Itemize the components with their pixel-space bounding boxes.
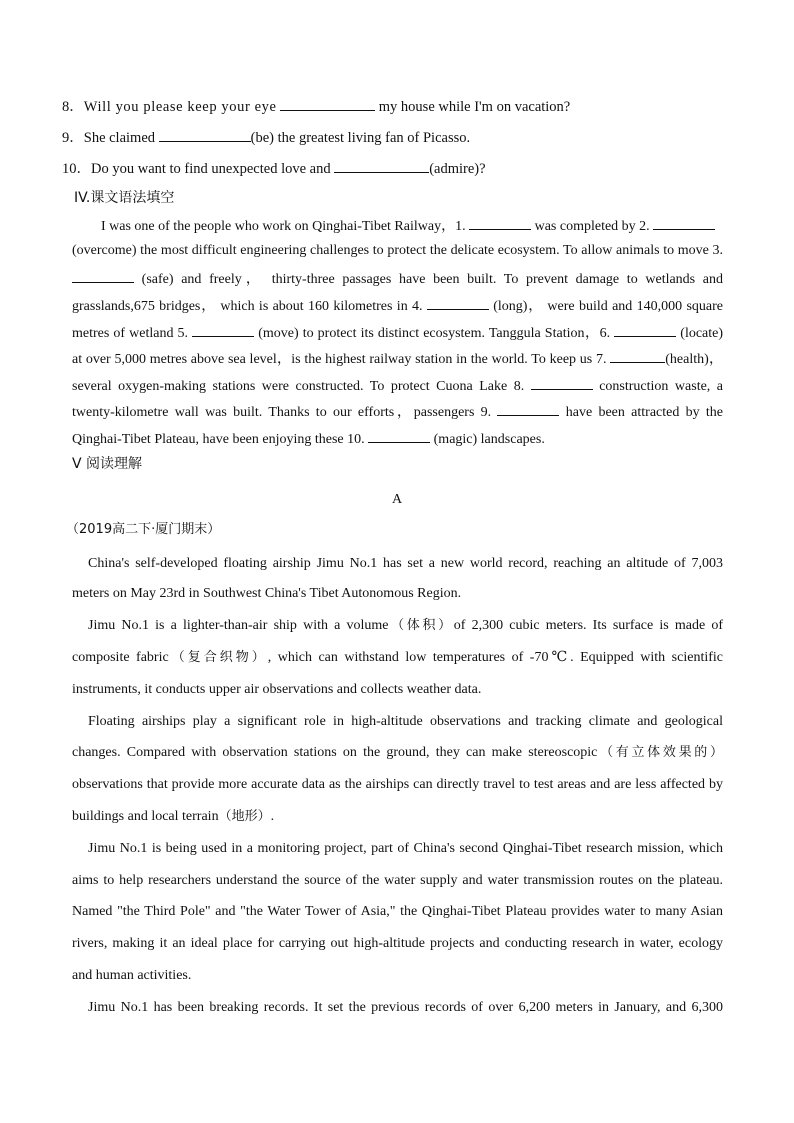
passage-line <box>72 349 723 369</box>
passage-line <box>72 269 723 289</box>
answer-blank[interactable] <box>614 323 676 337</box>
answer-blank[interactable] <box>653 216 715 230</box>
passage-line <box>72 296 723 316</box>
reading-line <box>88 617 723 635</box>
reading-line: Floating airships play a significant role in high-altitude observations and tracking climate and geological <box>88 714 723 729</box>
chinese-gloss: （有立体效果的） <box>597 745 723 760</box>
passage-line <box>72 376 723 396</box>
passage-text: (overcome) the most difficult engineering challenges to protect the delicate ecosystem. To allow animals to move 3. <box>72 243 723 258</box>
reading-line: aims to help researchers understand the source of the water supply and water transmission routes on the plateau. <box>72 873 723 888</box>
reading-line: instruments, it conducts upper air observations and collects weather data. <box>72 682 482 697</box>
chinese-gloss: （体积） <box>388 618 454 633</box>
question-number: 8． <box>62 99 84 115</box>
question-text: (be) the greatest living fan of Picasso. <box>250 130 471 146</box>
reading-text: Jimu No.1 is a lighter-than-air ship with a volume <box>88 618 389 633</box>
passage-text: several oxygen-making stations were constructed. To protect Cuona Lake 8. <box>72 379 525 394</box>
chinese-gloss: （复合织物） <box>168 650 268 665</box>
question-text: my house while I'm on vacation? <box>378 99 571 115</box>
reading-line: observations that provide more accurate data as the airships can directly travel to test areas and are less affected by <box>72 777 723 792</box>
passage-line <box>72 242 723 260</box>
reading-line: Jimu No.1 is being used in a monitoring project, part of China's second Qinghai-Tibet research mission, which <box>88 841 723 856</box>
question-10 <box>62 159 486 178</box>
answer-blank[interactable] <box>610 349 665 363</box>
question-text: She claimed <box>83 130 156 146</box>
reading-line: Named "the Third Pole" and "the Water Tower of Asia," the Qinghai-Tibet Plateau provides water to many Asian <box>72 904 723 919</box>
question-number: 9． <box>62 130 84 146</box>
reading-line <box>72 649 723 667</box>
reading-text: , which can withstand low temperatures of -70℃. Equipped with scientific <box>267 650 723 665</box>
question-9 <box>62 128 470 147</box>
passage-text: (safe) and freely， thirty-three passages have been built. To prevent damage to wetlands and <box>141 272 724 287</box>
answer-blank[interactable] <box>427 296 489 310</box>
passage-text: grasslands,675 bridges， which is about 160 kilometres in 4. <box>72 299 423 314</box>
reading-text: of 2,300 cubic meters. Its surface is made of <box>453 618 723 633</box>
reading-text: . <box>270 809 275 824</box>
answer-blank[interactable] <box>334 159 429 173</box>
passage-text: (health)， <box>665 352 724 367</box>
reading-line: and human activities. <box>72 968 192 983</box>
question-text: Do you want to find unexpected love and <box>91 161 331 177</box>
passage-text: Qinghai-Tibet Plateau, have been enjoying these 10. <box>72 432 365 447</box>
answer-blank[interactable] <box>497 402 559 416</box>
passage-line <box>72 429 545 449</box>
passage-text: I was one of the people who work on Qinghai-Tibet Railway，1. <box>101 219 466 234</box>
question-number: 10． <box>62 161 91 177</box>
question-8 <box>62 97 570 116</box>
reading-text: buildings and local terrain <box>72 809 219 824</box>
question-text: Will you please keep your eye <box>83 99 277 115</box>
passage-text: (magic) landscapes. <box>433 432 545 447</box>
passage-text: (long)， were build and 140,000 square <box>493 299 724 314</box>
passage-text: metres of wetland 5. <box>72 326 189 341</box>
answer-blank[interactable] <box>531 376 593 390</box>
part-label: A <box>391 492 403 507</box>
passage-text: (locate) <box>680 326 724 341</box>
reading-text: changes. Compared with observation stations on the ground, they can make stereoscopic <box>72 745 598 760</box>
reading-line: meters on May 23rd in Southwest China's Tibet Autonomous Region. <box>72 586 462 601</box>
passage-text: was completed by 2. <box>534 219 650 234</box>
passage-text: twenty-kilometre wall was built. Thanks to our efforts，passengers 9. <box>72 405 492 420</box>
passage-text: at over 5,000 metres above sea level，is the highest railway station in the world. To keep us 7. <box>72 352 607 367</box>
reading-line <box>72 808 274 826</box>
reading-line <box>72 744 723 762</box>
answer-blank[interactable] <box>192 323 254 337</box>
section-5-title: V 阅读理解 <box>72 456 143 472</box>
answer-blank[interactable] <box>368 429 430 443</box>
passage-text: (move) to protect its distinct ecosystem. Tanggula Station，6. <box>258 326 611 341</box>
reading-line: Jimu No.1 has been breaking records. It set the previous records of over 6,200 meters in January, and 6,300 <box>88 1000 723 1015</box>
answer-blank[interactable] <box>72 269 134 283</box>
question-text: (admire)? <box>429 161 486 177</box>
passage-line <box>101 216 715 236</box>
reading-line: China's self-developed floating airship Jimu No.1 has set a new world record, reaching an altitude of 7,003 <box>88 556 723 571</box>
passage-text: construction waste, a <box>599 379 724 394</box>
reading-text: composite fabric <box>72 650 169 665</box>
passage-line <box>72 323 723 343</box>
answer-blank[interactable] <box>159 128 251 142</box>
source-label: （2019高二下·厦门期末） <box>66 522 221 537</box>
answer-blank[interactable] <box>280 97 375 111</box>
reading-line: rivers, making it an ideal place for carrying out high-altitude projects and conducting research in water, ecology <box>72 936 723 951</box>
passage-text: have been attracted by the <box>565 405 724 420</box>
passage-line <box>72 402 723 422</box>
answer-blank[interactable] <box>469 216 531 230</box>
chinese-gloss: （地形） <box>218 809 271 824</box>
section-4-title: IV.课文语法填空 <box>74 190 175 206</box>
